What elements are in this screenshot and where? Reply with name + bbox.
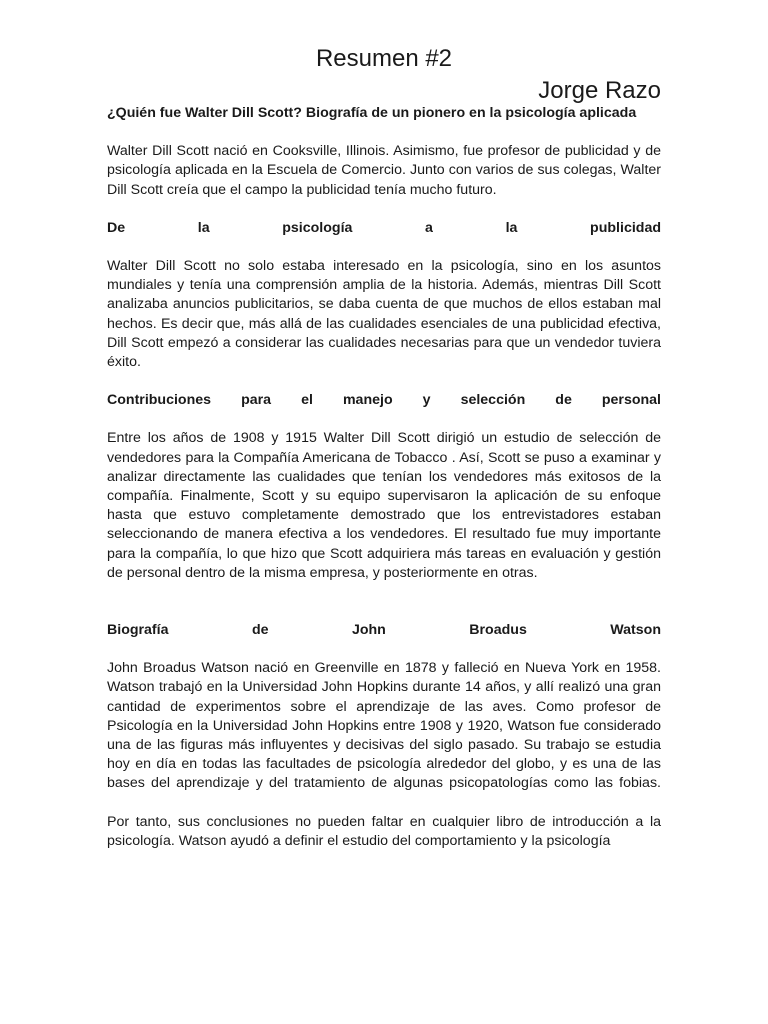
paragraph-watson-conclusiones: Por tanto, sus conclusiones no pueden faltar en cualquier libro de introducción a la psicología. Watson ayudó a definir el estudio del comportamiento y la psicología: [107, 813, 661, 849]
section-heading-watson-bio: Biografía de John Broadus Watson: [107, 622, 661, 639]
section-heading-psicologia-publicidad: De la psicología a la publicidad: [107, 219, 661, 236]
document-title: Resumen #2: [315, 45, 453, 72]
section-heading-scott-bio: ¿Quién fue Walter Dill Scott? Biografía de un pionero en la psicología aplicada: [107, 105, 637, 121]
paragraph-watson-bio: John Broadus Watson nació en Greenville en 1878 y falleció en Nueva York en 1958. Watson trabajó en la Universidad John Hopkins durante 14 años, y allí realizó una gran cantidad de experimentos sobre el aprendizaje de las aves. Como profesor de Psicología en la Universidad John Hopkins entre 1908 y 1920, Watson fue considerado una de las figuras más influyentes y decisivas del siglo pasado. Su trabajo se estudia hoy en día en todas las facultades de psicología alrededor del globo, y es una de las bases del aprendizaje y del tratamiento de algunas psicopatologías como las fobias.: [107, 660, 661, 792]
section-heading-contribuciones: Contribuciones para el manejo y selección de personal: [107, 392, 661, 409]
paragraph-contribuciones: Entre los años de 1908 y 1915 Walter Dill Scott dirigió un estudio de selección de vendedores para la Compañía Americana de Tobacco . Así, Scott se puso a examinar y analizar directamente las cualidades que tenían los vendedores más exitosos de la compañía. Finalmente, Scott y su equipo supervisaron la aplicación de su enfoque hasta que estuvo completamente demostrado que los entrevistadores estaban seleccionando de manera efectiva a los vendedores. El resultado fue muy importante para la compañía, lo que hizo que Scott adquiriera más tareas en evaluación y gestión de personal dentro de la misma empresa, y posteriormente en otras.: [107, 430, 661, 581]
document-body: [107, 104, 661, 851]
paragraph-scott-bio: Walter Dill Scott nació en Cooksville, Illinois. Asimismo, fue profesor de publicidad y de psicología aplicada en la Escuela de Comercio. Junto con varios de sus colegas, Walter Dill Scott creía que el campo la publicidad tenía mucho futuro.: [107, 143, 661, 198]
paragraph-psicologia-publicidad: Walter Dill Scott no solo estaba interesado en la psicología, sino en los asuntos mundiales y tenía una comprensión amplia de la historia. Además, mientras Dill Scott analizaba anuncios publicitarios, se daba cuenta de que muchos de ellos estaban mal hechos. Es decir que, más allá de las cualidades esenciales de una publicidad efectiva, Dill Scott empezó a considerar las cualidades necesarias para que un vendedor tuviera éxito.: [107, 258, 661, 371]
author-name: Jorge Razo: [538, 77, 661, 104]
